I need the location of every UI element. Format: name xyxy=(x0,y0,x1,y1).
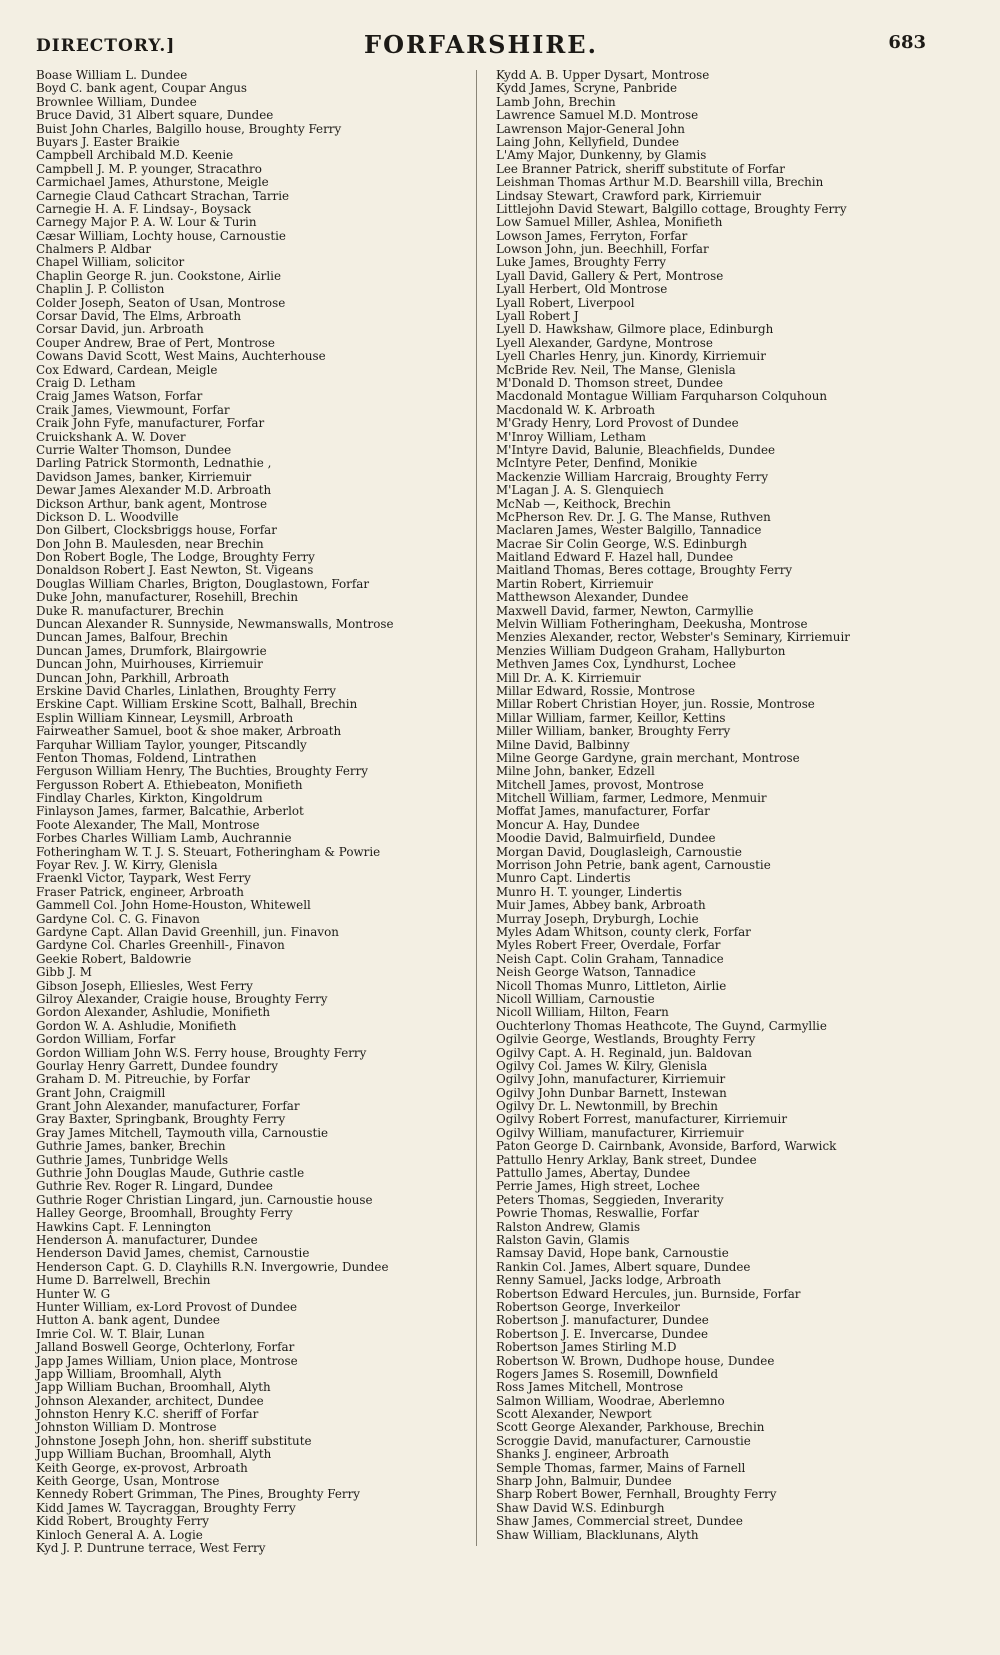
directory-entry: Esplin William Kinnear, Leysmill, Arbroath xyxy=(36,710,294,725)
directory-entry: Duncan James, Balfour, Brechin xyxy=(36,630,228,645)
directory-entry: Nicoll William, Hilton, Fearn xyxy=(496,1005,669,1020)
directory-entry: Moffat James, manufacturer, Forfar xyxy=(496,804,710,819)
directory-entry: Lawrence Samuel M.D. Montrose xyxy=(496,108,699,123)
directory-entry: Lyell D. Hawkshaw, Gilmore place, Edinburgh xyxy=(496,322,774,337)
directory-entry: Brownlee William, Dundee xyxy=(36,94,197,109)
directory-entry: Ogilvy Capt. A. H. Reginald, jun. Baldovan xyxy=(496,1045,752,1060)
directory-entry: Hume D. Barrelwell, Brechin xyxy=(36,1273,211,1288)
directory-entry: Couper Andrew, Brae of Pert, Montrose xyxy=(36,335,275,350)
directory-entry: Chaplin George R. jun. Cookstone, Airlie xyxy=(36,268,282,283)
directory-entry: Methven James Cox, Lyndhurst, Lochee xyxy=(496,657,736,672)
directory-entry: Japp William Buchan, Broomhall, Alyth xyxy=(36,1380,271,1395)
directory-entry: Kydd A. B. Upper Dysart, Montrose xyxy=(496,68,710,82)
directory-entry: Guthrie Roger Christian Lingard, jun. Carnoustie house xyxy=(36,1192,373,1207)
directory-entry: M'Inroy William, Letham xyxy=(496,429,647,444)
directory-entry: Martin Robert, Kirriemuir xyxy=(496,576,654,591)
directory-entry: Foyar Rev. J. W. Kirry, Glenisla xyxy=(36,858,218,873)
directory-entry: Ralston Gavin, Glamis xyxy=(496,1232,630,1247)
directory-entry: Shanks J. engineer, Arbroath xyxy=(496,1447,670,1462)
directory-entry: Henderson David James, chemist, Carnoustie xyxy=(36,1246,310,1261)
directory-entry: Boase William L. Dundee xyxy=(36,68,188,82)
directory-entry: Salmon William, Woodrae, Aberlemno xyxy=(496,1393,725,1408)
directory-entry: Johnson Alexander, architect, Dundee xyxy=(36,1393,264,1408)
directory-entry: Menzies Alexander, rector, Webster's Seminary, Kirriemuir xyxy=(496,630,850,645)
directory-entry: Gordon William, Forfar xyxy=(36,1032,176,1047)
directory-entry: Hawkins Capt. F. Lennington xyxy=(36,1219,212,1234)
directory-entry: Ramsay David, Hope bank, Carnoustie xyxy=(496,1246,729,1261)
directory-entry: Leishman Thomas Arthur M.D. Bearshill villa, Brechin xyxy=(496,175,824,190)
directory-entry: Fraenkl Victor, Taypark, West Ferry xyxy=(36,871,251,886)
directory-entry: Keith George, Usan, Montrose xyxy=(36,1474,220,1489)
directory-entry: Mitchell James, provost, Montrose xyxy=(496,777,704,792)
directory-entry: Guthrie James, Tunbridge Wells xyxy=(36,1152,229,1167)
directory-entry: Dickson D. L. Woodville xyxy=(36,509,179,524)
directory-entry: Cox Edward, Cardean, Meigle xyxy=(36,362,218,377)
directory-entry: Jupp William Buchan, Broomhall, Alyth xyxy=(36,1447,272,1462)
directory-entry: Moodie David, Balmuirfield, Dundee xyxy=(496,831,716,846)
directory-entry: Craik James, Viewmount, Forfar xyxy=(36,402,230,417)
page-header xyxy=(36,30,926,64)
directory-entry: Milne George Gardyne, grain merchant, Montrose xyxy=(496,750,800,765)
directory-entry: Sharp John, Balmuir, Dundee xyxy=(496,1474,672,1489)
directory-entry: Macdonald W. K. Arbroath xyxy=(496,402,656,417)
directory-entry: Corsar David, jun. Arbroath xyxy=(36,322,204,337)
directory-entry: Robertson W. Brown, Dudhope house, Dundee xyxy=(496,1353,775,1368)
directory-entry: Foote Alexander, The Mall, Montrose xyxy=(36,817,260,832)
page-number: 683 xyxy=(888,32,926,53)
directory-entry: Shaw David W.S. Edinburgh xyxy=(496,1500,665,1515)
directory-entry: Scott Alexander, Newport xyxy=(496,1407,652,1422)
directory-entry: Colder Joseph, Seaton of Usan, Montrose xyxy=(36,295,286,310)
directory-entry: Shaw James, Commercial street, Dundee xyxy=(496,1514,743,1529)
directory-entry: Kidd James W. Taycraggan, Broughty Ferry xyxy=(36,1500,296,1515)
directory-entry: Boyd C. bank agent, Coupar Angus xyxy=(36,81,248,96)
directory-entry: Lowson James, Ferryton, Forfar xyxy=(496,228,688,243)
directory-entry: Duncan James, Drumfork, Blairgowrie xyxy=(36,643,267,658)
directory-entry: Matthewson Alexander, Dundee xyxy=(496,590,689,605)
directory-entry: Kidd Robert, Broughty Ferry xyxy=(36,1514,209,1529)
directory-entry: Rankin Col. James, Albert square, Dundee xyxy=(496,1259,751,1274)
directory-entry: Gammell Col. John Home-Houston, Whitewell xyxy=(36,898,311,913)
directory-entry: Maclaren James, Wester Balgillo, Tannadice xyxy=(496,523,762,538)
directory-entry: Paton George D. Cairnbank, Avonside, Barford, Warwick xyxy=(496,1139,837,1154)
directory-entry: Littlejohn David Stewart, Balgillo cottage, Broughty Ferry xyxy=(496,201,847,216)
directory-entry: Lyall Robert, Liverpool xyxy=(496,295,635,310)
directory-entry: Macdonald Montague William Farquharson Colquhoun xyxy=(496,389,828,404)
directory-entry: M'Donald D. Thomson street, Dundee xyxy=(496,375,723,390)
directory-entry: Lowson John, jun. Beechhill, Forfar xyxy=(496,242,709,257)
directory-entry: Melvin William Fotheringham, Deekusha, Montrose xyxy=(496,617,808,632)
directory-entry: Lyall Herbert, Old Montrose xyxy=(496,282,668,297)
directory-entry: Shaw William, Blacklunans, Alyth xyxy=(496,1527,699,1542)
directory-entry: Fenton Thomas, Foldend, Lintrathen xyxy=(36,750,257,765)
directory-entry: Laing John, Kellyfield, Dundee xyxy=(496,134,680,149)
directory-entry: Milne David, Balbinny xyxy=(496,737,630,752)
left-column xyxy=(36,69,456,1555)
directory-entry: Morrison John Petrie, bank agent, Carnoustie xyxy=(496,858,771,873)
directory-entry: Forbes Charles William Lamb, Auchrannie xyxy=(36,831,292,846)
directory-entry: Maitland Edward F. Hazel hall, Dundee xyxy=(496,550,734,565)
directory-entry: Findlay Charles, Kirkton, Kingoldrum xyxy=(36,791,263,806)
directory-entry: Nicoll William, Carnoustie xyxy=(496,991,655,1006)
directory-entry: Don John B. Maulesden, near Brechin xyxy=(36,536,264,551)
directory-entry: Robertson Edward Hercules, jun. Burnside, Forfar xyxy=(496,1286,801,1301)
directory-entry: Chalmers P. Aldbar xyxy=(36,242,152,257)
directory-entry: McPherson Rev. Dr. J. G. The Manse, Ruthven xyxy=(496,509,771,524)
directory-entry: Hunter W. G xyxy=(36,1286,111,1301)
directory-entry: Graham D. M. Pitreuchie, by Forfar xyxy=(36,1072,250,1087)
directory-entry: Murray Joseph, Dryburgh, Lochie xyxy=(496,911,699,926)
directory-entry: M'Grady Henry, Lord Provost of Dundee xyxy=(496,416,739,431)
directory-entry: Lyell Charles Henry, jun. Kinordy, Kirriemuir xyxy=(496,349,766,364)
directory-entry: Kennedy Robert Grimman, The Pines, Broughty Ferry xyxy=(36,1487,360,1502)
directory-entry: Munro Capt. Lindertis xyxy=(496,871,631,886)
directory-entry: Japp William, Broomhall, Alyth xyxy=(36,1366,222,1381)
directory-entry: Lamb John, Brechin xyxy=(496,94,616,109)
directory-entry: Finlayson James, farmer, Balcathie, Arberlot xyxy=(36,804,304,819)
directory-entry: Henderson A. manufacturer, Dundee xyxy=(36,1232,258,1247)
directory-entry: Lyall David, Gallery & Pert, Montrose xyxy=(496,268,724,283)
directory-entry: Keith George, ex-provost, Arbroath xyxy=(36,1460,248,1475)
directory-entry: Guthrie Rev. Roger R. Lingard, Dundee xyxy=(36,1179,273,1194)
directory-entry: Grant John, Craigmill xyxy=(36,1085,166,1100)
directory-entry: Ogilvy John, manufacturer, Kirriemuir xyxy=(496,1072,726,1087)
column-divider xyxy=(476,70,477,1546)
directory-entry: Hunter William, ex-Lord Provost of Dundee xyxy=(36,1299,298,1314)
directory-entry: Don Robert Bogle, The Lodge, Broughty Ferry xyxy=(36,550,315,565)
directory-entry: Guthrie John Douglas Maude, Guthrie castle xyxy=(36,1166,305,1181)
directory-entry: Ogilvy Col. James W. Kilry, Glenisla xyxy=(496,1058,708,1073)
directory-entry: Powrie Thomas, Reswallie, Forfar xyxy=(496,1206,699,1221)
directory-entry: Johnstone Joseph John, hon. sheriff substitute xyxy=(36,1433,312,1448)
directory-entry: Robertson George, Inverkeilor xyxy=(496,1299,680,1314)
directory-entry: Lee Branner Patrick, sheriff substitute of Forfar xyxy=(496,161,785,176)
directory-entry: Kydd James, Scryne, Panbride xyxy=(496,81,678,96)
directory-entry: Ralston Andrew, Glamis xyxy=(496,1219,641,1234)
directory-entry: Semple Thomas, farmer, Mains of Farnell xyxy=(496,1460,746,1475)
directory-entry: Ferguson William Henry, The Buchties, Broughty Ferry xyxy=(36,764,369,779)
directory-entry: Lyell Alexander, Gardyne, Montrose xyxy=(496,335,713,350)
directory-entry: Duncan John, Parkhill, Arbroath xyxy=(36,670,230,685)
directory-entry: Luke James, Broughty Ferry xyxy=(496,255,666,270)
directory-entry: Craik John Fyfe, manufacturer, Forfar xyxy=(36,416,265,431)
directory-entry: Johnston Henry K.C. sheriff of Forfar xyxy=(36,1407,259,1422)
directory-entry: Gardyne Capt. Allan David Greenhill, jun. Finavon xyxy=(36,925,339,939)
directory-entry: Munro H. T. younger, Lindertis xyxy=(496,884,682,899)
directory-entry: Geekie Robert, Baldowrie xyxy=(36,951,192,966)
directory-entry: Scott George Alexander, Parkhouse, Brechin xyxy=(496,1420,765,1435)
directory-entry: Pattullo Henry Arklay, Bank street, Dundee xyxy=(496,1152,757,1167)
directory-entry: Lyall Robert J xyxy=(496,309,579,324)
directory-entry: Menzies William Dudgeon Graham, Hallyburton xyxy=(496,643,786,658)
directory-entry: Rogers James S. Rosemill, Downfield xyxy=(496,1366,719,1381)
directory-entry: Gibson Joseph, Elliesles, West Ferry xyxy=(36,978,253,993)
directory-entry: Ross James Mitchell, Montrose xyxy=(496,1380,684,1395)
directory-entry: Grant John Alexander, manufacturer, Forfar xyxy=(36,1099,300,1114)
directory-entry: Cruickshank A. W. Dover xyxy=(36,429,186,444)
directory-entry: McIntyre Peter, Denfind, Monikie xyxy=(496,456,698,471)
directory-entry: Fotheringham W. T. J. S. Steuart, Fotheringham & Powrie xyxy=(36,844,381,859)
directory-entry: Fergusson Robert A. Ethiebeaton, Monifieth xyxy=(36,777,303,792)
directory-entry: Gordon William John W.S. Ferry house, Broughty Ferry xyxy=(36,1045,367,1060)
directory-entry: Neish Capt. Colin Graham, Tannadice xyxy=(496,951,724,966)
directory-entry: Gilroy Alexander, Craigie house, Broughty Ferry xyxy=(36,991,328,1006)
directory-entry: Ogilvy John Dunbar Barnett, Instewan xyxy=(496,1085,727,1100)
directory-entry: Ogilvie George, Westlands, Broughty Ferry xyxy=(496,1032,756,1047)
directory-entry: Mackenzie William Harcraig, Broughty Ferry xyxy=(496,469,769,484)
directory-entry: Ouchterlony Thomas Heathcote, The Guynd, Carmyllie xyxy=(496,1018,827,1033)
directory-entry: Chapel William, solicitor xyxy=(36,255,185,270)
directory-entry: Duke R. manufacturer, Brechin xyxy=(36,603,224,618)
directory-entry: Dickson Arthur, bank agent, Montrose xyxy=(36,496,268,511)
directory-entry: Ogilvy William, manufacturer, Kirriemuir xyxy=(496,1125,744,1140)
directory-entry: McNab —, Keithock, Brechin xyxy=(496,496,671,511)
directory-entry: Cowans David Scott, West Mains, Auchterhouse xyxy=(36,349,326,364)
directory-entry: Millar William, farmer, Keillor, Kettins xyxy=(496,710,726,725)
directory-entry: Gardyne Col. Charles Greenhill-, Finavon xyxy=(36,938,285,953)
directory-entry: Johnston William D. Montrose xyxy=(36,1420,217,1435)
header-section-label: DIRECTORY.] xyxy=(36,36,176,56)
directory-entry: Gibb J. M xyxy=(36,965,92,980)
directory-entry: Buyars J. Easter Braikie xyxy=(36,134,180,149)
directory-entry: Gourlay Henry Garrett, Dundee foundry xyxy=(36,1058,278,1073)
directory-entry: Henderson Capt. G. D. Clayhills R.N. Invergowrie, Dundee xyxy=(36,1259,389,1274)
directory-entry: Hutton A. bank agent, Dundee xyxy=(36,1313,220,1328)
directory-entry: Donaldson Robert J. East Newton, St. Vigeans xyxy=(36,563,314,578)
directory-entry: Darling Patrick Stormonth, Lednathie , xyxy=(36,456,272,471)
directory-entry: Miller William, banker, Broughty Ferry xyxy=(496,724,731,739)
directory-entry: Scroggie David, manufacturer, Carnoustie xyxy=(496,1433,751,1448)
directory-entry: Morgan David, Douglasleigh, Carnoustie xyxy=(496,844,742,859)
directory-entry: Carnegy Major P. A. W. Lour & Turin xyxy=(36,215,257,230)
header-county-title: FORFARSHIRE. xyxy=(364,30,598,59)
directory-entry: Jalland Boswell George, Ochterlony, Forfar xyxy=(36,1340,295,1355)
directory-entry: Peters Thomas, Seggieden, Inverarity xyxy=(496,1192,724,1207)
directory-entry: Corsar David, The Elms, Arbroath xyxy=(36,309,241,324)
directory-entry: Buist John Charles, Balgillo house, Broughty Ferry xyxy=(36,121,342,136)
directory-entry: Cæsar William, Lochty house, Carnoustie xyxy=(36,228,286,243)
directory-entry: Myles Robert Freer, Overdale, Forfar xyxy=(496,938,721,953)
directory-entry: Carnegie Claud Cathcart Strachan, Tarrie xyxy=(36,188,290,203)
directory-entry: Carnegie H. A. F. Lindsay-, Boysack xyxy=(36,201,251,216)
directory-entry: Muir James, Abbey bank, Arbroath xyxy=(496,898,706,913)
directory-entry: Milne John, banker, Edzell xyxy=(496,764,655,779)
directory-entry: Maxwell David, farmer, Newton, Carmyllie xyxy=(496,603,754,618)
directory-entry: Ogilvy Robert Forrest, manufacturer, Kirriemuir xyxy=(496,1112,788,1127)
directory-entry: Perrie James, High street, Lochee xyxy=(496,1179,700,1194)
directory-entry: Millar Edward, Rossie, Montrose xyxy=(496,683,696,698)
directory-entry: Fraser Patrick, engineer, Arbroath xyxy=(36,884,244,899)
directory-entry: Duke John, manufacturer, Rosehill, Brechin xyxy=(36,590,299,605)
directory-entry: Robertson J. manufacturer, Dundee xyxy=(496,1313,709,1328)
directory-entry: Craig James Watson, Forfar xyxy=(36,389,203,404)
directory-entry: Ogilvy Dr. L. Newtonmill, by Brechin xyxy=(496,1099,718,1114)
directory-entry: Dewar James Alexander M.D. Arbroath xyxy=(36,483,272,498)
directory-entry: Gray Baxter, Springbank, Broughty Ferry xyxy=(36,1112,286,1127)
directory-entry: Renny Samuel, Jacks lodge, Arbroath xyxy=(496,1273,722,1288)
directory-entry: Gordon Alexander, Ashludie, Monifieth xyxy=(36,1005,271,1020)
directory-entry: Bruce David, 31 Albert square, Dundee xyxy=(36,108,274,123)
directory-entry: Erskine Capt. William Erskine Scott, Balhall, Brechin xyxy=(36,697,358,712)
directory-entry: Pattullo James, Abertay, Dundee xyxy=(496,1166,691,1181)
directory-entry: Japp James William, Union place, Montrose xyxy=(36,1353,298,1368)
directory-entry: Duncan John, Muirhouses, Kirriemuir xyxy=(36,657,263,672)
right-column xyxy=(496,69,926,1542)
directory-entry: M'Lagan J. A. S. Glenquiech xyxy=(496,483,664,498)
directory-entry: Campbell J. M. P. younger, Stracathro xyxy=(36,161,262,176)
directory-entry: Erskine David Charles, Linlathen, Broughty Ferry xyxy=(36,683,336,698)
directory-entry: Halley George, Broomhall, Broughty Ferry xyxy=(36,1206,293,1221)
directory-entry: Sharp Robert Bower, Fernhall, Broughty Ferry xyxy=(496,1487,777,1502)
directory-entry: Lindsay Stewart, Crawford park, Kirriemuir xyxy=(496,188,762,203)
directory-entry: Davidson James, banker, Kirriemuir xyxy=(36,469,252,484)
directory-entry: Kyd J. P. Duntrune terrace, West Ferry xyxy=(36,1540,266,1555)
directory-entry: Kinloch General A. A. Logie xyxy=(36,1527,203,1542)
directory-entry: Nicoll Thomas Munro, Littleton, Airlie xyxy=(496,978,727,993)
directory-entry: Myles Adam Whitson, county clerk, Forfar xyxy=(496,925,751,939)
directory-entry: Macrae Sir Colin George, W.S. Edinburgh xyxy=(496,536,747,551)
directory-entry: Gordon W. A. Ashludie, Monifieth xyxy=(36,1018,237,1033)
directory-entry: Robertson James Stirling M.D xyxy=(496,1340,677,1355)
directory-entry: Farquhar William Taylor, younger, Pitscandly xyxy=(36,737,307,752)
directory-entry: Guthrie James, banker, Brechin xyxy=(36,1139,226,1154)
directory-entry: Craig D. Letham xyxy=(36,375,136,390)
directory-entry: Gardyne Col. C. G. Finavon xyxy=(36,911,200,926)
directory-entry: Lawrenson Major-General John xyxy=(496,121,685,136)
directory-entry: Fairweather Samuel, boot & shoe maker, Arbroath xyxy=(36,724,342,739)
directory-entry: Chaplin J. P. Colliston xyxy=(36,282,165,297)
directory-entry: Don Gilbert, Clocksbriggs house, Forfar xyxy=(36,523,277,538)
directory-entry: Currie Walter Thomson, Dundee xyxy=(36,442,232,457)
directory-entry: Millar Robert Christian Hoyer, jun. Rossie, Montrose xyxy=(496,697,815,712)
directory-entry: Carmichael James, Athurstone, Meigle xyxy=(36,175,269,190)
directory-entry: Robertson J. E. Invercarse, Dundee xyxy=(496,1326,709,1341)
directory-entry: Neish George Watson, Tannadice xyxy=(496,965,696,980)
directory-entry: Campbell Archibald M.D. Keenie xyxy=(36,148,234,163)
directory-entry: Mitchell William, farmer, Ledmore, Menmuir xyxy=(496,791,767,806)
directory-entry: Moncur A. Hay, Dundee xyxy=(496,817,640,832)
directory-entry: Gray James Mitchell, Taymouth villa, Carnoustie xyxy=(36,1125,329,1140)
directory-entry: Imrie Col. W. T. Blair, Lunan xyxy=(36,1326,205,1341)
directory-entry: Maitland Thomas, Beres cottage, Broughty Ferry xyxy=(496,563,793,578)
directory-entry: Douglas William Charles, Brigton, Douglastown, Forfar xyxy=(36,576,370,591)
directory-entry: Duncan Alexander R. Sunnyside, Newmanswalls, Montrose xyxy=(36,617,394,632)
directory-entry: Mill Dr. A. K. Kirriemuir xyxy=(496,670,641,685)
directory-entry: Low Samuel Miller, Ashlea, Monifieth xyxy=(496,215,723,230)
directory-entry: L'Amy Major, Dunkenny, by Glamis xyxy=(496,148,707,163)
directory-entry: McBride Rev. Neil, The Manse, Glenisla xyxy=(496,362,736,377)
directory-entry: M'Intyre David, Balunie, Bleachfields, Dundee xyxy=(496,442,776,457)
